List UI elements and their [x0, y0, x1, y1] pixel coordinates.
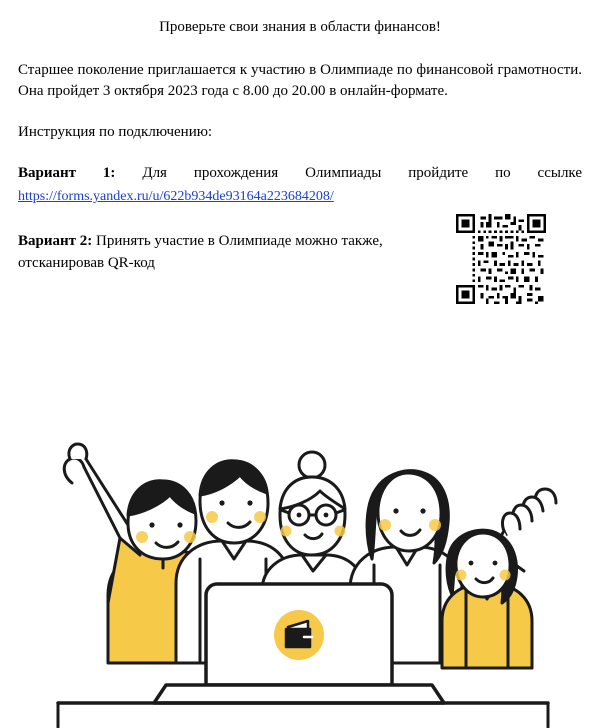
intro-paragraph: Старшее поколение приглашается к участию в Олимпиаде по финансовой грамотности. Она пройдет 3 октября 2023 года с 8.00 до 20.00 в онлайн-формате.: [18, 61, 582, 99]
variant-2-block: [18, 230, 582, 310]
qr-code-icon: [456, 214, 546, 304]
olympiad-form-link[interactable]: https://forms.yandex.ru/u/622b934de93164a223684208/: [18, 189, 334, 205]
variant-1-text: Для прохождения Олимпиады пройдите по ссылке: [142, 165, 583, 182]
instruction-heading: Инструкция по подключению:: [18, 124, 213, 141]
document-page: [0, 18, 600, 728]
variant-1-label: Вариант 1:: [18, 165, 116, 182]
variant-2-line: [18, 230, 418, 275]
variant-2-text: Принять участие в Олимпиаде можно также, отсканировав QR-код: [18, 232, 383, 272]
variant-1-block: [18, 163, 582, 208]
variant-1-line: [18, 163, 582, 185]
variant-2-label: Вариант 2:: [18, 232, 93, 249]
family-at-laptop-illustration: [0, 363, 600, 728]
page-title: Проверьте свои знания в области финансов!: [159, 19, 441, 35]
